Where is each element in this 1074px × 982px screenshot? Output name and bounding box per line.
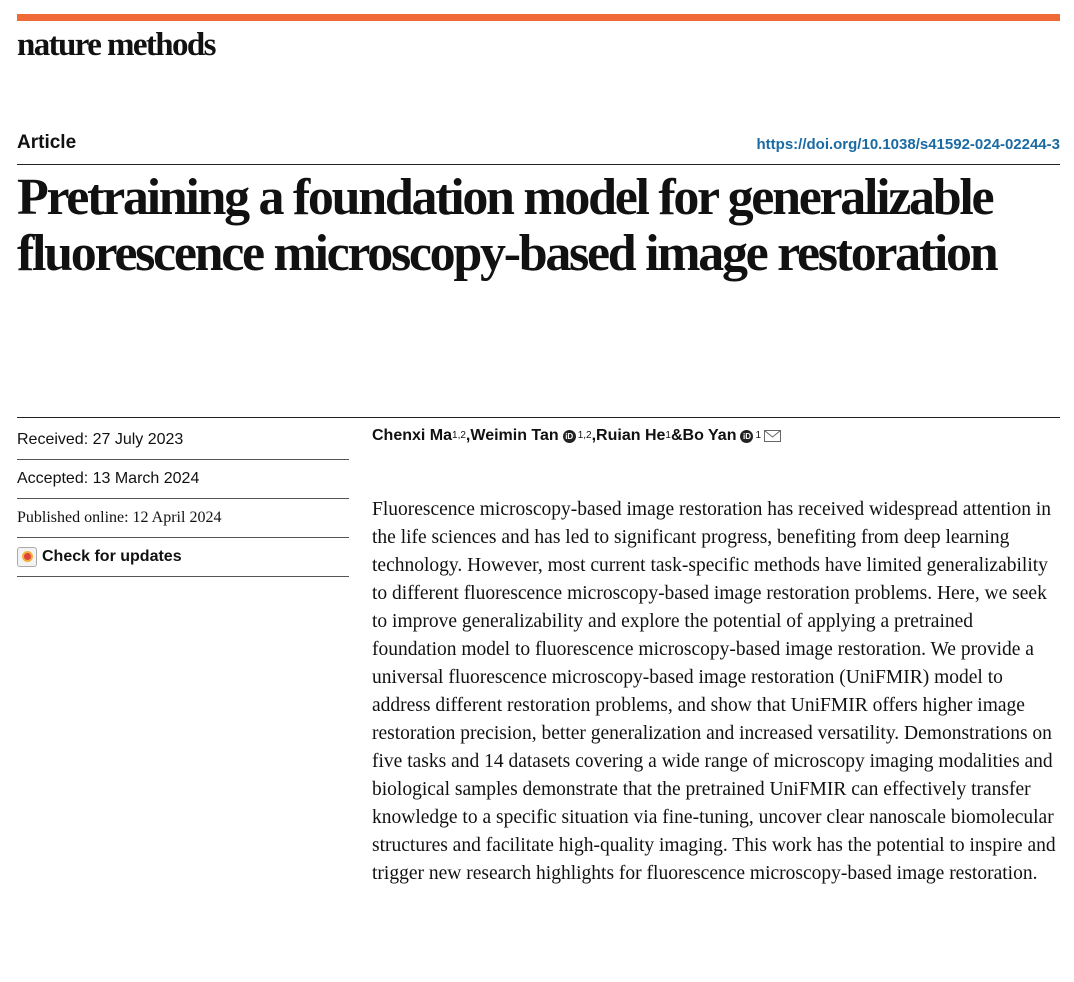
check-updates-label: Check for updates — [42, 547, 182, 565]
article-type: Article — [17, 132, 77, 153]
orcid-icon[interactable]: iD — [563, 430, 576, 443]
mail-icon[interactable] — [764, 430, 781, 442]
accepted-date — [17, 459, 349, 499]
orcid-icon[interactable]: iD — [740, 430, 753, 443]
article-title: Pretraining a foundation model for generalizable fluorescence microscopy-based image restoration — [17, 169, 997, 282]
divider — [17, 164, 1060, 165]
check-updates-icon — [17, 547, 37, 567]
received-date — [17, 420, 349, 460]
received-text: Received: 27 July 2023 — [17, 430, 184, 448]
published-date — [17, 498, 349, 538]
published-text: Published online: 12 April 2024 — [17, 508, 222, 526]
divider — [17, 417, 1060, 418]
author-name[interactable]: Bo Yan — [682, 427, 737, 444]
accepted-text: Accepted: 13 March 2024 — [17, 469, 200, 487]
abstract-text: Fluorescence microscopy-based image restoration has received widespread attention in the life sciences and has led to significant progress, benefiting from deep learning technology. However, most current task-specific methods have limited generalizability to different fluorescence microscopy-based image restoration problems. Here, we seek to improve generalizability and explore the potential of applying a pretrained foundation model to fluorescence microscopy-based image restoration. We provide a universal fluorescence microscopy-based image restoration (UniFMIR) model to address different restoration problems, and show that UniFMIR offers higher image restoration precision, better generalization and increased versatility. Demonstrations on five tasks and 14 datasets covering a wide range of microscopy imaging modalities and biological samples demonstrate that the pretrained UniFMIR can effectively transfer knowledge to a specific situation via fine-tuning, uncover clear nanoscale biomolecular structures and facilitate high-quality imaging. This work has the potential to inspire and trigger new research highlights for fluorescence microscopy-based image restoration. — [372, 499, 1056, 884]
doi-link[interactable]: https://doi.org/10.1038/s41592-024-02244-3 — [756, 136, 1060, 153]
check-updates-button[interactable] — [17, 537, 349, 577]
author-name[interactable]: Weimin Tan — [470, 427, 559, 444]
journal-accent-bar — [17, 14, 1060, 21]
author-name[interactable]: Ruian He — [596, 427, 666, 444]
author-name[interactable]: Chenxi Ma — [372, 427, 453, 444]
author-list: Chenxi Ma 1,2 , Weimin Tan iD 1,2 , Ruian He 1 & Bo Yan iD 1 — [372, 427, 781, 445]
journal-name[interactable]: nature methods — [17, 27, 215, 63]
